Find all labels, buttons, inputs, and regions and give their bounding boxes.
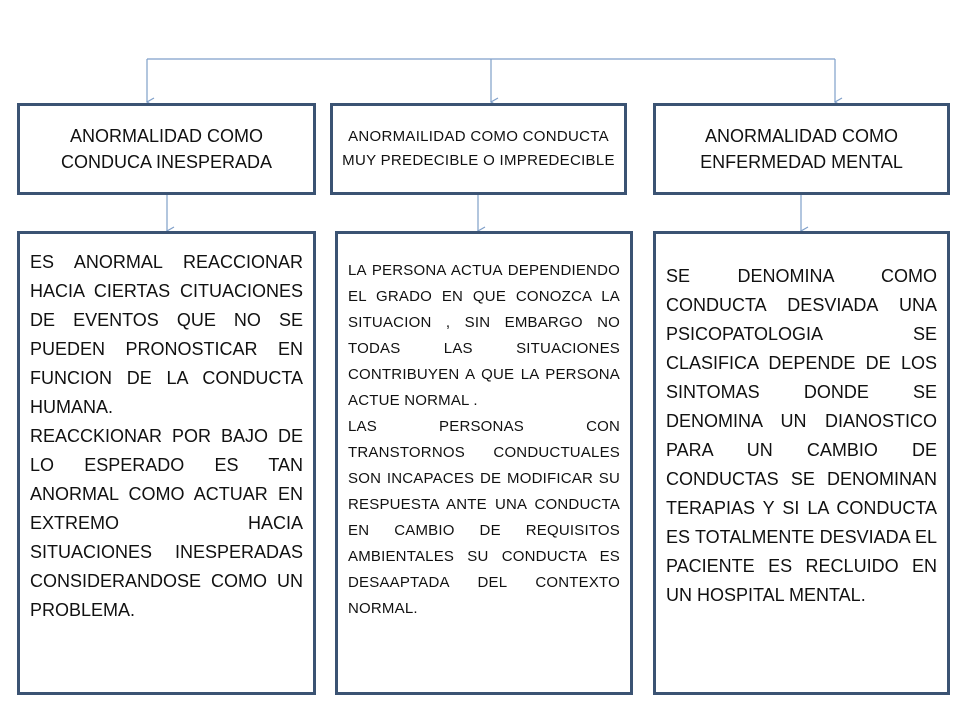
heading-unexpected-conduct: ANORMALIDAD COMO CONDUCA INESPERADA [60,125,273,172]
body-paragraph: REACCKIONAR POR BAJO DE LO ESPERADO ES TAN ANORMAL COMO ACTUAR EN EXTREMO HACIA SITUACIONES INESPERADAS CONSIDERANDOSE COMO UN PROBLEMA. [30,426,303,620]
heading-box-predictable-conduct [330,103,627,195]
body-box-predictable-conduct [335,231,633,695]
body-box-unexpected-conduct [17,231,316,695]
body-paragraph: LA PERSONA ACTUA DEPENDIENDO EL GRADO EN QUE CONOZCA LA SITUACION , SIN EMBARGO NO TODAS LAS SITUACIONES CONTRIBUYEN A QUE LA PERSONA ACTUE NORMAL . [348,262,620,409]
body-paragraph: ES ANORMAL REACCIONAR HACIA CIERTAS CITUACIONES DE EVENTOS QUE NO SE PUEDEN PRONOSTICAR EN FUNCION DE LA CONDUCTA HUMANA. [30,252,303,417]
heading-predictable-conduct: ANORMAILIDAD COMO CONDUCTA MUY PREDECIBLE O IMPREDECIBLE [342,128,615,169]
heading-mental-illness: ANORMALIDAD COMO ENFERMEDAD MENTAL [700,125,903,172]
body-paragraph: LAS PERSONAS CON TRANSTORNOS CONDUCTUALES SON INCAPACES DE MODIFICAR SU RESPUESTA ANTE UNA CONDUCTA EN CAMBIO DE REQUISITOS AMBIENTALES SU CONDUCTA ES DESAAPTADA DEL CONTEXTO NORMAL. [348,418,620,617]
body-box-mental-illness [653,231,950,695]
body-paragraph: SE DENOMINA COMO CONDUCTA DESVIADA UNA PSICOPATOLOGIA SE CLASIFICA DEPENDE DE LOS SINTOMAS DONDE SE DENOMINA UN DIANOSTICO PARA UN CAMBIO DE CONDUCTAS SE DENOMINAN TERAPIAS Y SI LA CONDUCTA ES TOTALMENTE DESVIADA EL PACIENTE ES RECLUIDO EN UN HOSPITAL MENTAL. [666,266,937,605]
heading-box-mental-illness [653,103,950,195]
heading-box-unexpected-conduct [17,103,316,195]
